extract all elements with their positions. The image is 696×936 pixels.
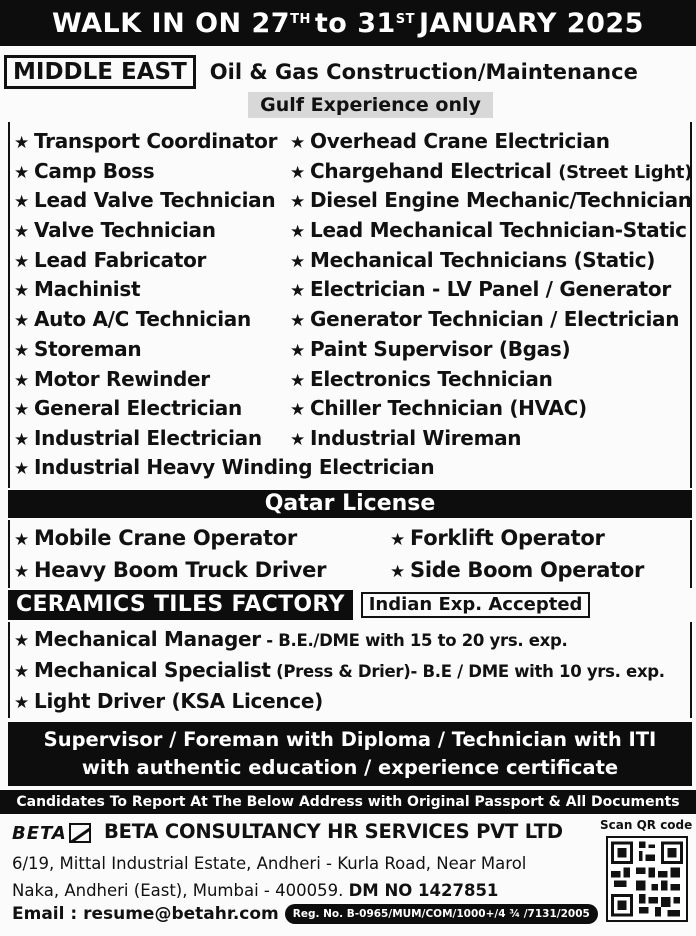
candidates-note: Candidates To Report At The Below Address with Original Passport & All Documents bbox=[0, 790, 696, 814]
qr-label: Scan QR code bbox=[600, 818, 693, 832]
job-item: ★ Forklift Operator bbox=[390, 522, 644, 554]
job-item: ★ Industrial Wireman bbox=[290, 424, 692, 454]
star-icon: ★ bbox=[14, 530, 29, 550]
job-item: ★ Chargehand Electrical (Street Light) bbox=[290, 157, 692, 187]
job-item: ★ Valve Technician bbox=[14, 216, 277, 246]
job-item: ★ General Electrician bbox=[14, 394, 277, 424]
qatar-left-column bbox=[14, 522, 326, 586]
job-item: ★ Light Driver (KSA Licence) bbox=[14, 686, 665, 717]
ceramics-jobs bbox=[8, 622, 692, 718]
star-icon: ★ bbox=[14, 340, 29, 361]
star-icon: ★ bbox=[290, 370, 305, 391]
job-item: ★ Generator Technician / Electrician bbox=[290, 305, 692, 335]
company-name: BETA CONSULTANCY HR SERVICES PVT LTD bbox=[104, 820, 563, 843]
star-icon: ★ bbox=[14, 693, 29, 713]
job-item: ★ Mobile Crane Operator bbox=[14, 522, 326, 554]
star-icon: ★ bbox=[14, 133, 29, 153]
star-icon: ★ bbox=[14, 459, 29, 479]
logo-text: BETA bbox=[12, 822, 67, 844]
job-item: ★ Motor Rewinder bbox=[14, 365, 277, 395]
job-item: ★ Paint Supervisor (Bgas) bbox=[290, 335, 692, 365]
date-suffix-2: ST bbox=[395, 11, 416, 27]
star-icon: ★ bbox=[14, 562, 29, 582]
star-icon: ★ bbox=[14, 162, 29, 183]
job-item: ★ Electrician - LV Panel / Generator bbox=[290, 275, 692, 305]
job-item: ★ Lead Valve Technician bbox=[14, 186, 277, 216]
job-item: ★ Mechanical Technicians (Static) bbox=[290, 246, 692, 276]
date-suffix-1: TH bbox=[290, 11, 311, 27]
supervisor-box bbox=[8, 722, 692, 786]
supervisor-line-1: Supervisor / Foreman with Diploma / Technician with ITI bbox=[43, 728, 657, 751]
registration-number: Reg. No. B-0965/MUM/COM/1000+/4 ¾ /7131/2005 bbox=[285, 904, 598, 924]
email-address[interactable]: Email : resume@betahr.com bbox=[12, 904, 279, 924]
ceramics-header bbox=[8, 590, 692, 620]
job-item: ★ Electronics Technician bbox=[290, 365, 692, 395]
job-item: ★ Camp Boss bbox=[14, 157, 277, 187]
qatar-license-title: Qatar License bbox=[8, 490, 692, 518]
job-item: ★ Lead Mechanical Technician-Static bbox=[290, 216, 692, 246]
star-icon: ★ bbox=[390, 562, 405, 582]
star-icon: ★ bbox=[14, 222, 29, 243]
star-icon: ★ bbox=[290, 400, 305, 421]
job-item: ★ Side Boom Operator bbox=[390, 554, 644, 586]
star-icon: ★ bbox=[390, 530, 405, 550]
dm-number: DM NO 1427851 bbox=[348, 881, 499, 900]
star-icon: ★ bbox=[290, 429, 305, 450]
walk-in-prefix: WALK IN ON 27 bbox=[52, 7, 291, 39]
star-icon: ★ bbox=[290, 251, 305, 272]
job-item: ★ Lead Fabricator bbox=[14, 246, 277, 276]
qatar-jobs bbox=[8, 520, 692, 588]
star-icon: ★ bbox=[290, 192, 305, 213]
job-item: ★ Industrial Electrician bbox=[14, 424, 277, 454]
logo-mark-icon bbox=[69, 823, 91, 843]
job-item: ★ Mechanical Manager - B.E./DME with 15 to 20 yrs. exp. bbox=[14, 624, 665, 655]
job-item: ★ Auto A/C Technician bbox=[14, 305, 277, 335]
jobs-left-column bbox=[14, 127, 277, 454]
star-icon: ★ bbox=[14, 192, 29, 213]
job-item: ★ Machinist bbox=[14, 275, 277, 305]
region-name: MIDDLE EAST bbox=[4, 55, 196, 89]
star-icon: ★ bbox=[14, 281, 29, 302]
star-icon: ★ bbox=[290, 133, 305, 153]
gulf-experience-note: Gulf Experience only bbox=[248, 92, 493, 118]
qr-code-icon[interactable] bbox=[606, 836, 688, 922]
job-item: ★ Diesel Engine Mechanic/Technician bbox=[290, 186, 692, 216]
middle-east-jobs bbox=[8, 122, 692, 488]
star-icon: ★ bbox=[14, 370, 29, 391]
ceramics-job-list bbox=[14, 624, 665, 717]
star-icon: ★ bbox=[290, 222, 305, 243]
star-icon: ★ bbox=[14, 429, 29, 450]
ceramics-title: CERAMICS TILES FACTORY bbox=[8, 590, 353, 620]
ceramics-note: Indian Exp. Accepted bbox=[361, 592, 591, 618]
star-icon: ★ bbox=[14, 400, 29, 421]
job-item: ★ Storeman bbox=[14, 335, 277, 365]
region-row bbox=[4, 54, 692, 90]
supervisor-line-2: with authentic education / experience certificate bbox=[81, 756, 619, 779]
star-icon: ★ bbox=[290, 281, 305, 302]
job-item: ★ Heavy Boom Truck Driver bbox=[14, 554, 326, 586]
job-item-wide: ★ Industrial Heavy Winding Electrician bbox=[14, 453, 434, 483]
region-sector: Oil & Gas Construction/Maintenance bbox=[209, 60, 638, 84]
address-line-1: 6/19, Mittal Industrial Estate, Andheri - Kurla Road, Near Marol bbox=[12, 854, 527, 873]
star-icon: ★ bbox=[14, 251, 29, 272]
star-icon: ★ bbox=[290, 340, 305, 361]
contact-row bbox=[12, 904, 598, 924]
jobs-right-column bbox=[290, 127, 692, 454]
address-line-2: Naka, Andheri (East), Mumbai - 400059. DM NO 1427851 bbox=[12, 881, 499, 900]
star-icon: ★ bbox=[290, 311, 305, 332]
company-address bbox=[12, 850, 526, 904]
job-item: ★ Mechanical Specialist (Press & Drier)- B.E / DME with 10 yrs. exp. bbox=[14, 655, 665, 686]
walk-in-month: JANUARY 2025 bbox=[419, 7, 644, 39]
job-item: ★ Chiller Technician (HVAC) bbox=[290, 394, 692, 424]
walk-in-banner bbox=[0, 0, 696, 46]
star-icon: ★ bbox=[14, 662, 29, 682]
job-item: ★ Overhead Crane Electrician bbox=[290, 127, 692, 157]
walk-in-to: to 31 bbox=[314, 7, 396, 39]
star-icon: ★ bbox=[14, 311, 29, 332]
job-item: ★ Transport Coordinator bbox=[14, 127, 277, 157]
star-icon: ★ bbox=[290, 162, 305, 183]
beta-logo-icon bbox=[12, 822, 94, 844]
star-icon: ★ bbox=[14, 631, 29, 651]
qatar-right-column bbox=[390, 522, 644, 586]
